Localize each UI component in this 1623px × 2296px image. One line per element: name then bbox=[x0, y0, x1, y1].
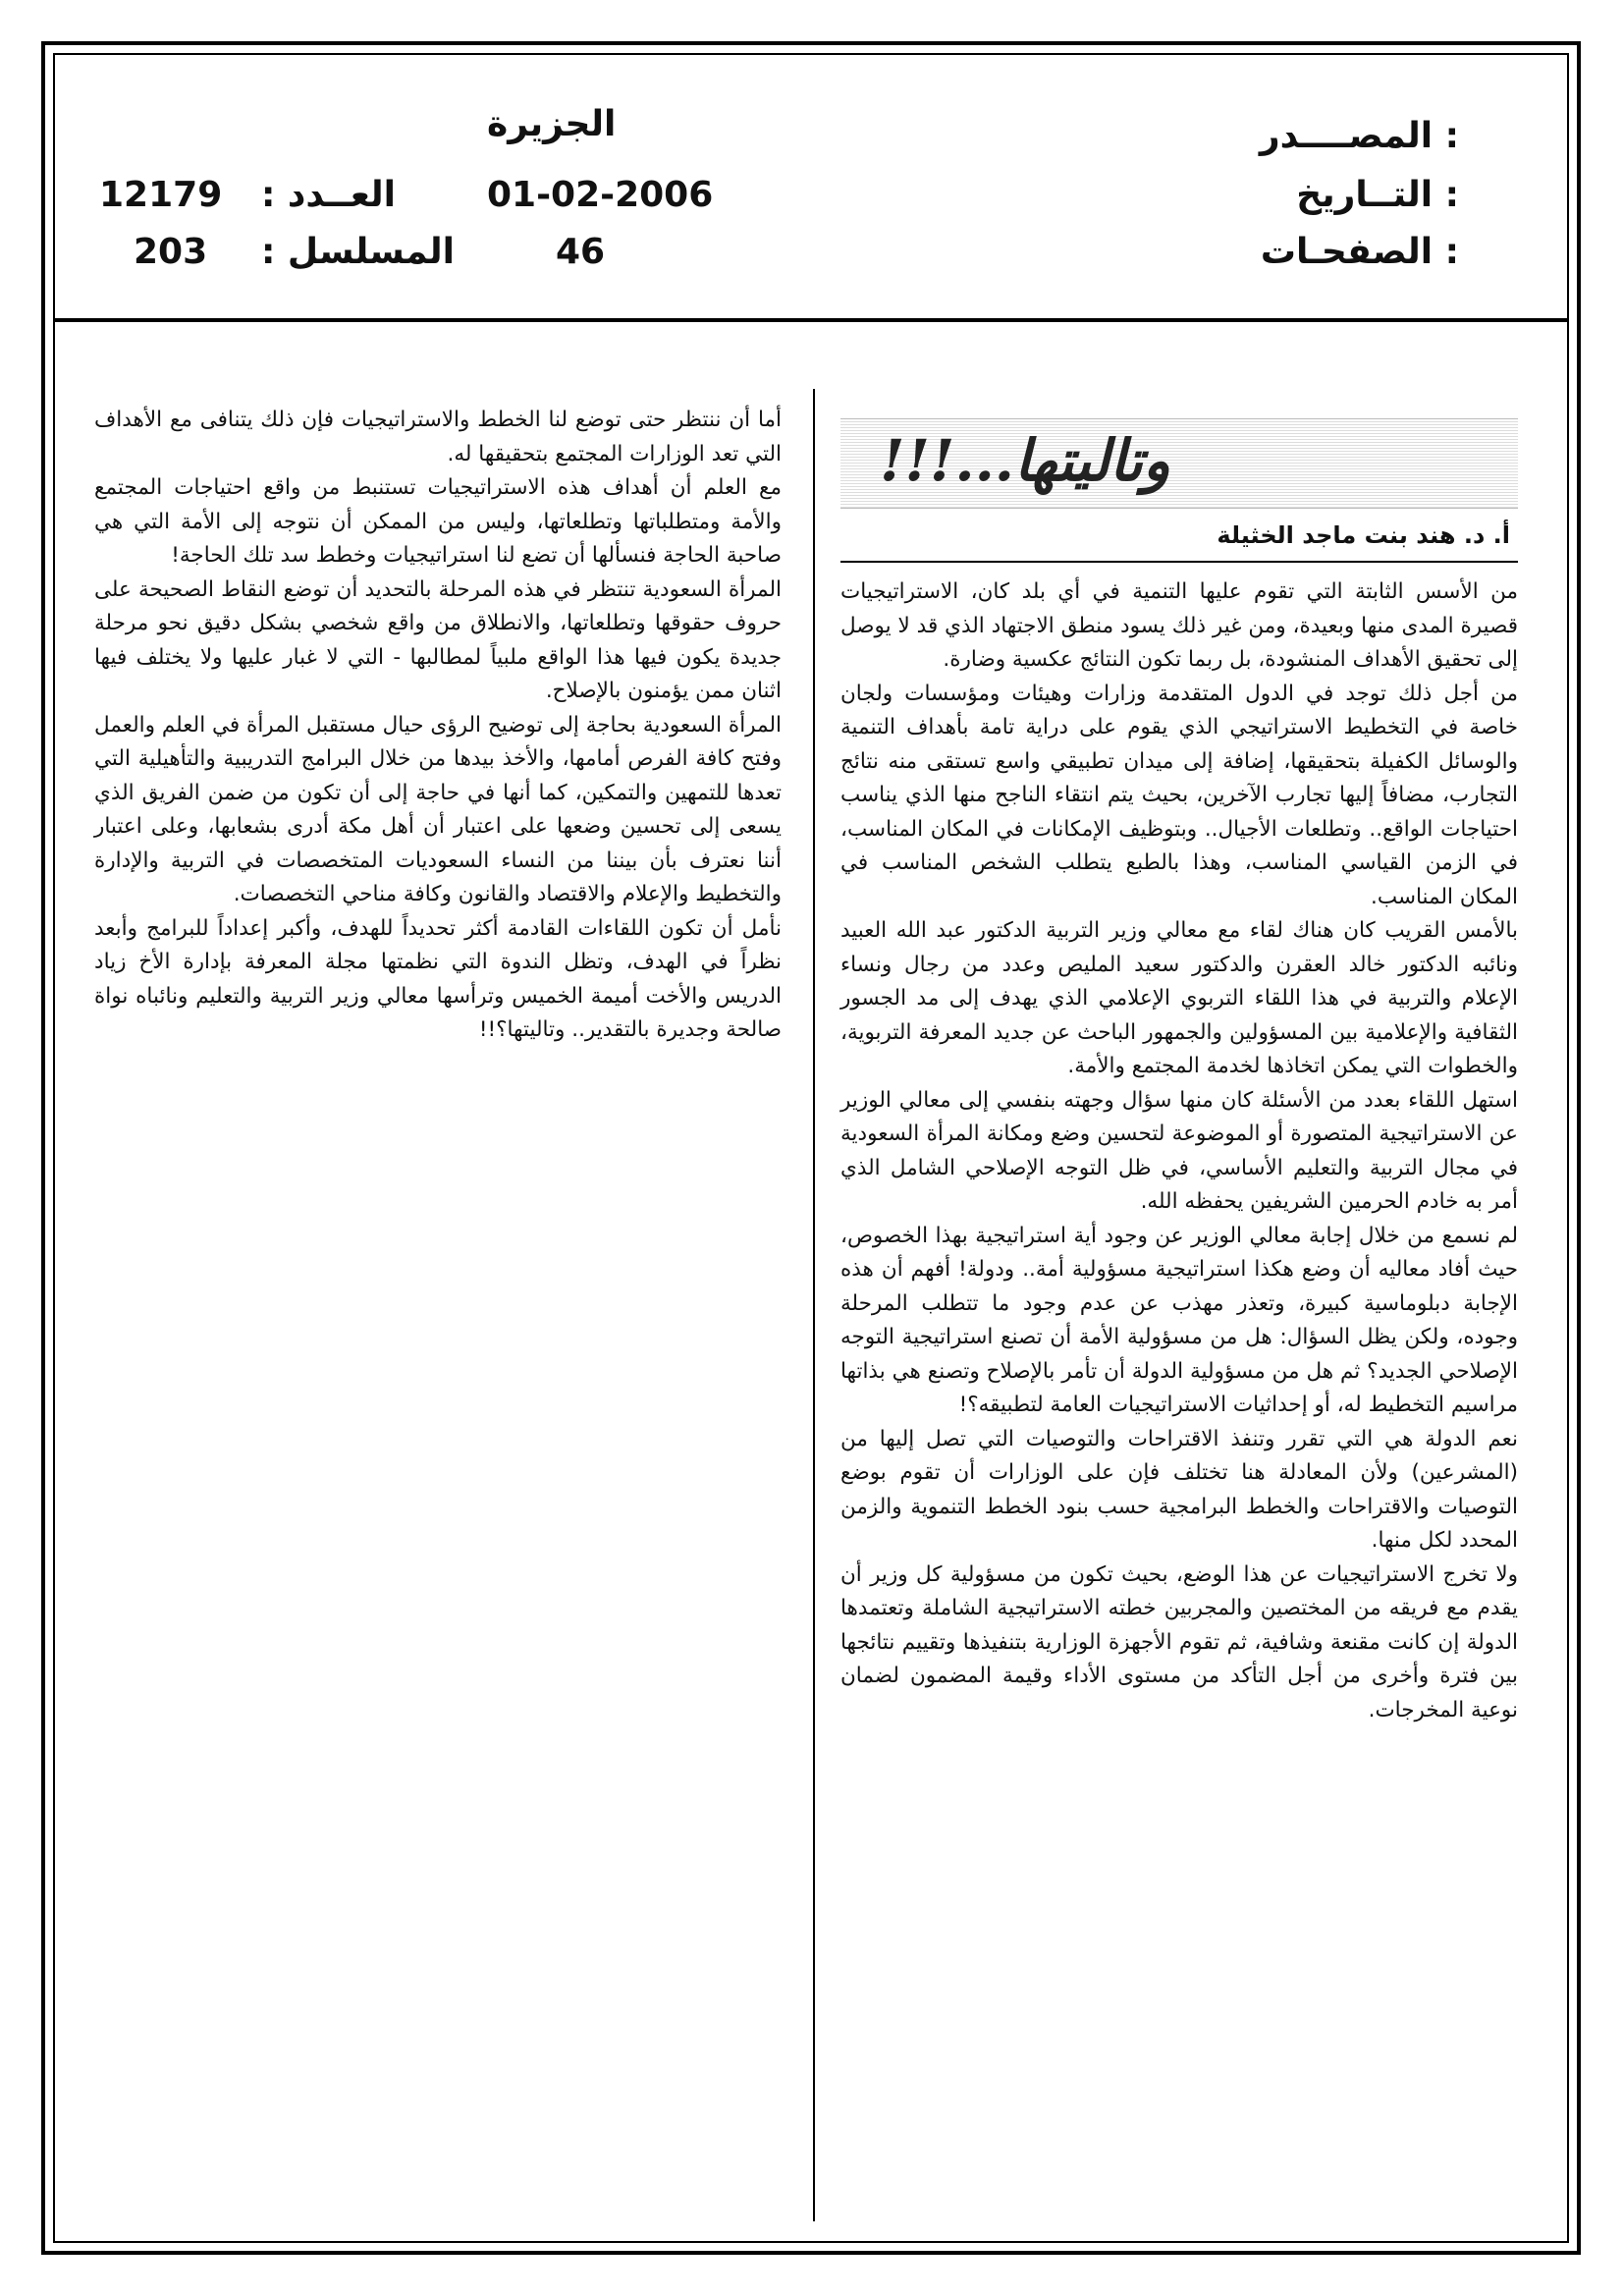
right-column bbox=[840, 575, 1518, 1727]
paragraph: نأمل أن تكون اللقاءات القادمة أكثر تحديداً للهدف، وأكبر إعداداً للبرامج وأبعد نظراً في الهدف، وتظل الندوة التي نظمتها مجلة المعرفة بإدارة الأخ زياد الدريس والأخت أميمة الخميس وترأسها معالي وزير التربية والتعليم ونائباه نواة صالحة وجديرة بالتقدير.. وتاليتها؟!! bbox=[94, 915, 782, 1042]
page-inner-frame bbox=[53, 53, 1569, 2243]
source-label: المصــــدر : bbox=[1259, 116, 1459, 156]
article-heading: وتاليتها...!!! bbox=[880, 427, 1170, 494]
left-column bbox=[94, 404, 782, 1048]
paragraph: استهل اللقاء بعدد من الأسئلة كان منها سؤال وجهته بنفسي إلى معالي الوزير عن الاستراتيجية المتصورة أو الموضوعة لتحسين وضع ومكانة المرأة السعودية في مجال التربية والتعليم الأساسي، في ظل التوجه الإصلاحي الشامل الذي أمر به خادم الحرمين الشريفين يحفظه الله. bbox=[840, 1087, 1518, 1214]
pages-value: 46 bbox=[556, 232, 606, 272]
paragraph: نعم الدولة هي التي تقرر وتنفذ الاقتراحات والتوصيات التي تصل إليها من (المشرعين) ولأن المعادلة هنا تختلف فإن على الوزارات أن تقوم بوضع التوصيات والاقتراحات والخطط البرامجية حسب بنود الخطط التنموية والزمن المحدد لكل منها. bbox=[840, 1426, 1518, 1553]
author-name: أ. د. هند بنت ماجد الخثيلة bbox=[1217, 521, 1510, 549]
paragraph: أما أن ننتظر حتى توضع لنا الخطط والاستراتيجيات فإن ذلك يتنافى مع الأهداف التي تعد الوزارات المجتمع بتحقيقها له. bbox=[94, 408, 782, 466]
issue-label: العــدد : bbox=[261, 175, 396, 215]
serial-label: المسلسل : bbox=[261, 232, 456, 272]
paragraph: المرأة السعودية بحاجة إلى توضيح الرؤى حيال مستقبل المرأة في العلم والعمل وفتح كافة الفرص أمامها، والأخذ بيدها من خلال البرامج التدريبية والتأهيلية التي تعدها للتمهين والتمكين، كما أنها في حاجة إلى أن تكون من ضمن الفريق الذي يسعى إلى تحسين وضعها على اعتبار أن أهل مكة أدرى بشعابها، وعلى اعتبار أننا نعترف بأن بيننا من النساء السعوديات المتخصصات في التربية والإدارة والتخطيط والإعلام والاقتصاد والقانون وكافة مناحي التخصصات. bbox=[94, 712, 782, 906]
paragraph: من الأسس الثابتة التي تقوم عليها التنمية في أي بلد كان، الاستراتيجيات قصيرة المدى منها وبعيدة، ومن غير ذلك يسود منطق الاجتهاد الذي قد لا يوصل إلى تحقيق الأهداف المنشودة، بل ربما تكون النتائج عكسية وضارة. bbox=[840, 579, 1518, 672]
article-body bbox=[55, 350, 1567, 2241]
article-author bbox=[840, 521, 1518, 563]
serial-value: 203 bbox=[134, 232, 208, 272]
paragraph: من أجل ذلك توجد في الدول المتقدمة وزارات وهيئات ومؤسسات ولجان خاصة في التخطيط الاستراتيجي الذي يقوم على دراية تامة بأهداف التنمية والوسائل الكفيلة بتحقيقها، إضافة إلى ميدان تطبيقي واسع تستقى منه نتائج التجارب، مضافاً إليها تجارب الآخرين، بحيث يتم انتقاء الناجح منها الذي يناسب احتياجات الواقع.. وتطلعات الأجيال.. وبتوظيف الإمكانات في المكان المناسب، في الزمن القياسي المناسب، وهذا بالطبع يتطلب الشخص المناسب في المكان المناسب. bbox=[840, 681, 1518, 909]
paragraph: بالأمس القريب كان هناك لقاء مع معالي وزير التربية الدكتور عبد الله العبيد ونائبه الدكتور خالد العقرن والدكتور سعيد المليص وعدد من رجال ونساء الإعلام والتربية في هذا اللقاء التربوي الإعلامي الذي يهدف إلى مد الجسور الثقافية والإعلامية بين المسؤولين والجمهور الباحث عن جديد المعرفة التربوية، والخطوات التي يمكن اتخاذها لخدمة المجتمع والأمة. bbox=[840, 918, 1518, 1078]
paragraph: المرأة السعودية تنتظر في هذه المرحلة بالتحديد أن توضع النقاط الصحيحة على حروف حقوقها وتطلعاتها، والانطلاق من واقع شخصي بشكل دقيق نحو مرحلة جديدة يكون فيها هذا الواقع ملبياً لمطالبها - التي لا غبار عليها ولا يختلف فيها اثنان ممن يؤمنون بالإصلاح. bbox=[94, 576, 782, 703]
clipping-header bbox=[55, 55, 1567, 322]
paragraph: ولا تخرج الاستراتيجيات عن هذا الوضع، بحيث تكون من مسؤولية كل وزير أن يقدم مع فريقه من المختصين والمجربين خطته الاستراتيجية الشاملة وتعتمدها الدولة إن كانت مقنعة وشافية، ثم تقوم الأجهزة الوزارية بتنفيذها وتقييم نتائجها بين فترة وأخرى من أجل التأكد من مستوى الأداء وقيمة المضمون لضمان نوعية المخرجات. bbox=[840, 1561, 1518, 1722]
column-divider bbox=[813, 389, 815, 2221]
pages-label: الصفحـات : bbox=[1260, 232, 1459, 272]
article-heading-band bbox=[840, 418, 1518, 509]
source-value: الجزيرة bbox=[487, 104, 617, 144]
page-frame bbox=[41, 41, 1581, 2255]
issue-value: 12179 bbox=[99, 175, 223, 215]
paragraph: لم نسمع من خلال إجابة معالي الوزير عن وجود أية استراتيجية بهذا الخصوص، حيث أفاد معاليه أن وضع هكذا استراتيجية مسؤولية أمة.. ودولة! أفهم أن هذه الإجابة دبلوماسية كبيرة، وتعذر مهذب عن عدم وجود ما تتطلب المرحلة وجوده، ولكن يظل السؤال: هل من مسؤولية الأمة أن تصنع استراتيجية التوجه الإصلاحي الجديد؟ ثم هل من مسؤولية الدولة أن تأمر بالإصلاح وتصنع هي بذاتها مراسيم التخطيط له، أو إحداثيات الاستراتيجيات العامة لتطبيقه؟! bbox=[840, 1223, 1518, 1417]
date-label: التــاريخ : bbox=[1296, 175, 1459, 215]
date-value: 01-02-2006 bbox=[487, 175, 714, 215]
paragraph: مع العلم أن أهداف هذه الاستراتيجيات تستنبط من واقع احتياجات المجتمع والأمة ومتطلباتها وتطلعاتها، وليس من الممكن أن نتوجه إلى الأمة التي هي صاحبة الحاجة فنسألها أن تضع لنا استراتيجيات وخطط سد تلك الحاجة! bbox=[94, 475, 782, 568]
